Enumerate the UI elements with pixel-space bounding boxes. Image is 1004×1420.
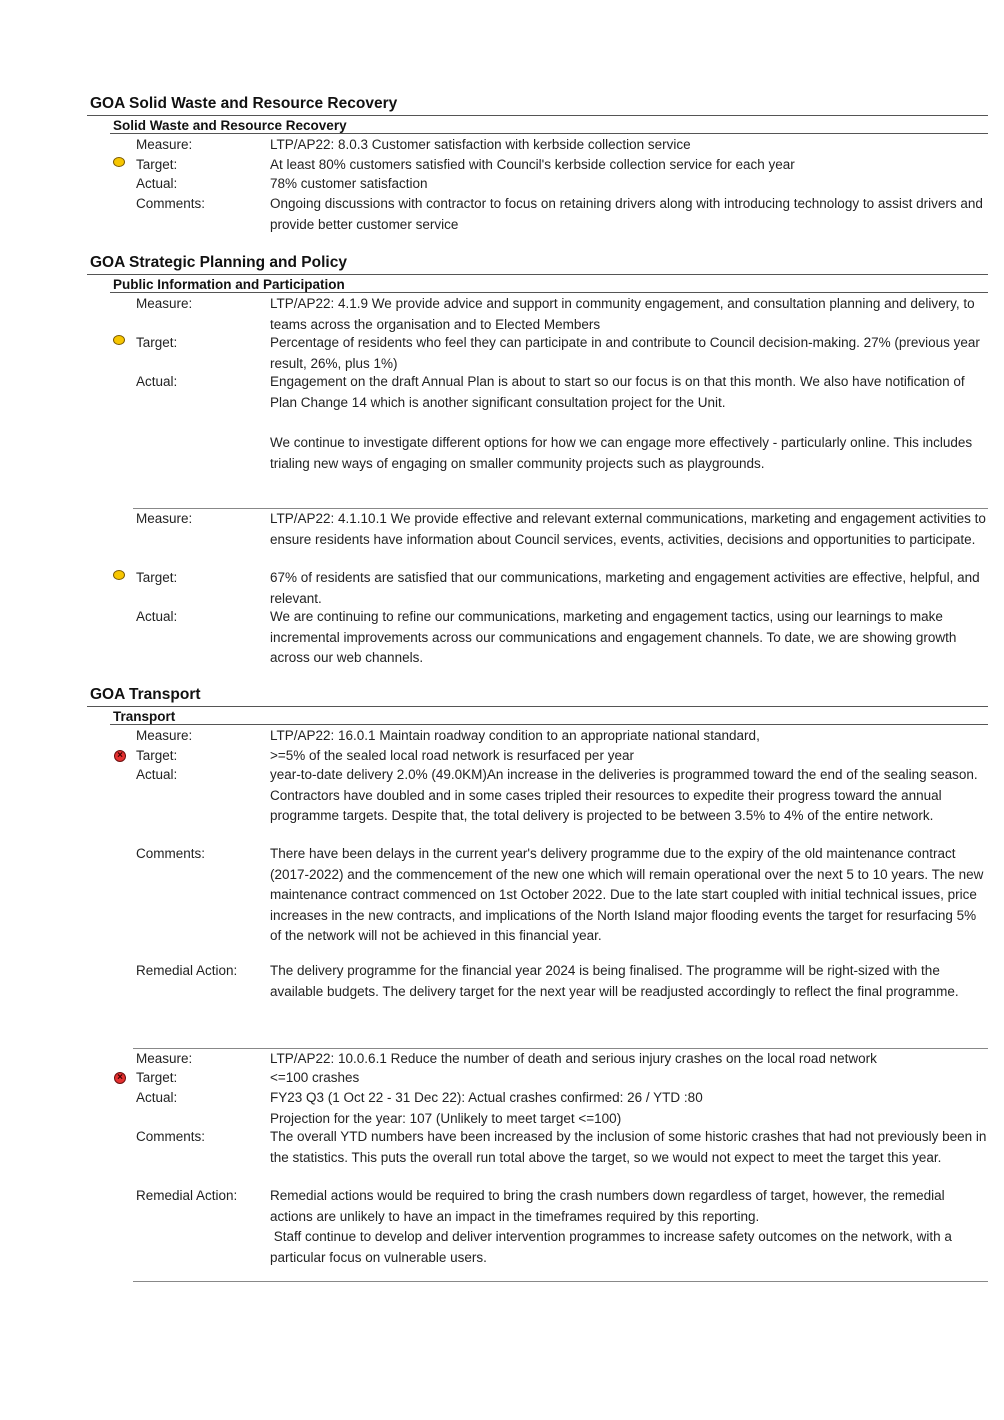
remedial-paragraph: Staff continue to develop and deliver intervention programmes to increase safety outcomes on the network, with a particular focus on vulnerable users. [270,1229,956,1265]
actual-text [270,1088,988,1129]
target-text: At least 80% customers satisfied with Council's kerbside collection service for each year [270,157,795,172]
comments-label: Comments: [136,1129,206,1144]
actual-text: year-to-date delivery 2.0% (49.0KM)An increase in the deliveries is programmed toward the end of the sealing season. Contractors have doubled and in some cases tripled their resources to expedite their progress toward the annual programme targets. Despite that, the total delivery is projected to be between 3.5% to 4% of the entire network. [270,767,978,823]
target-label: Target: [136,335,178,350]
remedial-text: The delivery programme for the financial year 2024 is being finalised. The programme will be right-sized with the available budgets. The delivery target for the next year will be readjusted accordingly to reflect the final programme. [270,963,959,999]
subsection-title: Public Information and Participation [113,277,345,292]
measure-text: LTP/AP22: 16.0.1 Maintain roadway condition to an appropriate national standard, [270,728,760,743]
remedial-text [270,1186,988,1268]
actual-text: We are continuing to refine our communications, marketing and engagement tactics, using our learnings to make incremental improvements across our communications and engagement channels. To date, we are showing growth across our web channels. [270,609,957,665]
red-fail-icon: × [114,1072,126,1084]
measure-label: Measure: [136,1051,193,1066]
target-label: Target: [136,748,178,763]
actual-paragraph: Projection for the year: 107 (Unlikely to meet target <=100) [270,1110,622,1126]
actual-paragraph: Engagement on the draft Annual Plan is about to start so our focus is on that this month. We also have notification of Plan Change 14 which is another significant consultation project for the Unit. [270,374,965,410]
target-text: <=100 crashes [270,1070,360,1085]
measure-label: Measure: [136,511,193,526]
actual-paragraph: We continue to investigate different options for how we can engage more effectively - particularly online. This includes trialing new ways of engaging on smaller community projects such as playgrounds. [270,435,973,471]
measure-text: LTP/AP22: 10.0.6.1 Reduce the number of death and serious injury crashes on the local road network [270,1051,877,1066]
target-label: Target: [136,570,178,585]
section-title: GOA Transport [90,686,201,703]
section-rule [87,706,988,707]
section-title: GOA Solid Waste and Resource Recovery [90,95,398,112]
target-text: >=5% of the sealed local road network is resurfaced per year [270,748,634,763]
section-rule [87,115,988,116]
measure-text: LTP/AP22: 4.1.9 We provide advice and support in community engagement, and consultation planning and delivery, to teams across the organisation and to Elected Members [270,296,975,332]
actual-label: Actual: [136,767,178,782]
subsection-title: Solid Waste and Resource Recovery [113,118,347,133]
subsection-title: Transport [113,709,176,724]
remedial-paragraph: Remedial actions would be required to bring the crash numbers down regardless of target, however, the remedial actions are unlikely to have an impact in the timeframes required by this reporting. [270,1188,945,1224]
comments-text: There have been delays in the current year's delivery programme due to the expiry of the old maintenance contract (2017-2022) and the commencement of the new one which will remain operational over the next 5 to 10 years. The new maintenance contract commenced on 1st October 2022. Due to the late start coupled with initial technical issues, price increases in the new contracts, and implications of the North Island major flooding events the target for resurfacing 5% of the network will not be achieved in this financial year. [270,846,984,943]
actual-label: Actual: [136,1090,178,1105]
comments-label: Comments: [136,846,206,861]
measure-text: LTP/AP22: 4.1.10.1 We provide effective and relevant external communications, marketing and engagement activities to ensure residents have information about Council services, events, activities, decisions and opportunities to participate. [270,511,986,547]
target-text: Percentage of residents who feel they can participate in and contribute to Council decision-making. 27% (previous year result, 26%, plus 1%) [270,335,980,371]
actual-label: Actual: [136,176,178,191]
comments-text: Ongoing discussions with contractor to focus on retaining drivers along with introducing technology to assist drivers and provide better customer service [270,196,983,232]
amber-status-icon [113,335,125,345]
section-rule [87,274,988,275]
measure-label: Measure: [136,296,193,311]
target-label: Target: [136,1070,178,1085]
measure-divider [133,1281,988,1282]
actual-label: Actual: [136,374,178,389]
amber-status-icon [113,570,125,580]
subsection-rule [110,133,988,134]
subsection-rule [110,724,988,725]
target-label: Target: [136,157,178,172]
comments-text: The overall YTD numbers have been increased by the inclusion of some historic crashes that had not previously been in the statistics. This puts the overall run total above the target, so we would not expect to meet the target this year. [270,1129,987,1165]
measure-label: Measure: [136,137,193,152]
comments-label: Comments: [136,196,206,211]
actual-label: Actual: [136,609,178,624]
remedial-label: Remedial Action: [136,963,238,978]
target-text: 67% of residents are satisfied that our communications, marketing and engagement activities are effective, helpful, and relevant. [270,570,980,606]
actual-paragraph: FY23 Q3 (1 Oct 22 - 31 Dec 22): Actual crashes confirmed: 26 / YTD :80 [270,1090,703,1105]
subsection-rule [110,292,988,293]
actual-text [270,372,988,474]
section-title: GOA Strategic Planning and Policy [90,254,347,271]
measure-label: Measure: [136,728,193,743]
red-fail-icon: × [114,750,126,762]
amber-status-icon [113,157,125,167]
remedial-label: Remedial Action: [136,1188,238,1203]
actual-text: 78% customer satisfaction [270,176,428,191]
measure-text: LTP/AP22: 8.0.3 Customer satisfaction with kerbside collection service [270,137,691,152]
